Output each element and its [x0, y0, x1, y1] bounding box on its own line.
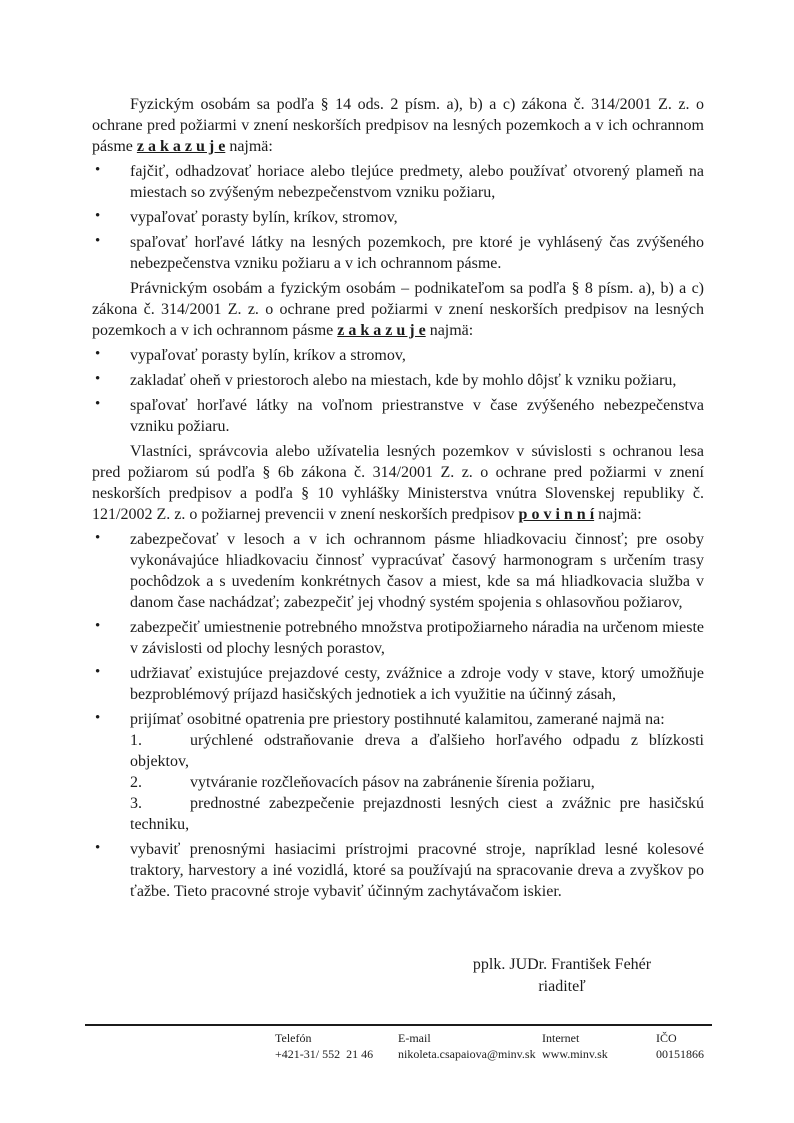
footer-value: nikoleta.csapaiova@minv.sk [398, 1047, 536, 1061]
footer-label: Internet [542, 1031, 580, 1045]
list-item-text: zabezpečiť umiestnenie potrebného množstva protipožiarneho náradia na určenom mieste v závislosti od plochy lesných porastov, [130, 619, 704, 657]
list-item [92, 161, 704, 203]
sublist-number: 3. [130, 795, 142, 812]
paragraph-vlastnici [92, 441, 704, 525]
list-item-with-sublist [92, 709, 704, 835]
list-item-text: vypaľovať porasty bylín, kríkov a stromov, [130, 347, 406, 364]
paragraph-text: najmä: [594, 506, 642, 523]
list-item [92, 207, 704, 228]
list-item-text [130, 709, 704, 835]
emphasized-zakazuje: z a k a z u j e [136, 138, 226, 155]
list-item [92, 663, 704, 705]
sublist-item [130, 793, 704, 835]
list-item-text: udržiavať existujúce prejazdové cesty, zvážnice a zdroje vody v stave, ktorý umožňuje bezproblémový príjazd hasičských jednotiek a ich využitie na účinný zásah, [130, 665, 704, 703]
bullet-icon: • [95, 530, 101, 546]
bullet-icon: • [95, 371, 101, 387]
signatory-title: riaditeľ [538, 978, 586, 995]
sublist-item-text: vytváranie rozčleňovacích pásov na zabránenie šírenia požiaru, [190, 774, 595, 791]
bullet-icon: • [95, 618, 101, 634]
sublist-number: 1. [130, 732, 142, 749]
list-item-text: fajčiť, odhadzovať horiace alebo tlejúce predmety, alebo používať otvorený plameň na miestach so zvýšeným nebezpečenstvom vzniku požiaru, [130, 163, 704, 201]
list-item-text: vypaľovať porasty bylín, kríkov, stromov, [130, 209, 398, 226]
footer-ico [656, 1030, 704, 1062]
footer-value: +421-31/ 552 21 46 [275, 1047, 374, 1061]
list-item [92, 617, 704, 659]
footer-telefon [275, 1030, 373, 1062]
paragraph-text: Fyzickým osobám sa podľa § 14 ods. 2 písm. a), b) a c) zákona č. 314/2001 Z. z. o ochrane pred požiarmi v znení neskorších predpisov na lesných pozemkoch a v ich ochrannom pásme [92, 96, 704, 155]
list-item [92, 529, 704, 613]
paragraph-pravnicke-osoby [92, 278, 704, 341]
list-item [92, 232, 704, 274]
sublist-item-text: urýchlené odstraňovanie dreva a ďalšieho horľavého odpadu z blízkosti objektov, [130, 732, 704, 770]
list-item [92, 370, 704, 391]
footer-internet [542, 1030, 608, 1062]
signatory-name: pplk. JUDr. František Fehér [472, 956, 652, 973]
paragraph-text: Vlastníci, správcovia alebo užívatelia lesných pozemkov v súvislosti s ochranou lesa pred požiarom sú podľa § 6b zákona č. 314/2001 Z. z. o ochrane pred požiarmi v znení neskorších predpisov a podľa § 10 vyhlášky Ministerstva vnútra Slovenskej republiky č. 121/2002 Z. z. o požiarnej prevencii v znení neskorších predpisov [92, 443, 704, 523]
bullet-icon: • [95, 664, 101, 680]
sublist-item [130, 730, 704, 772]
paragraph-text: najmä: [225, 138, 273, 155]
list-item-text: zakladať oheň v priestoroch alebo na miestach, kde by mohlo dôjsť k vzniku požiaru, [130, 372, 677, 389]
emphasized-povinni: p o v i n n í [518, 506, 595, 523]
paragraph-text: najmä: [425, 322, 474, 339]
list-item-text: zabezpečovať v lesoch a v ich ochrannom pásme hliadkovaciu činnosť; pre osoby vykonávajúce hliadkovaciu činnosť vypracúvať časový harmonogram s určením trasy pochôdzok a s uvedením konkrétnych časov a miest, kde sa má hliadkovacia služba v danom čase nachádzať; zabezpečiť jej vhodný systém spojenia s ohlasovňou požiarov, [130, 531, 704, 611]
paragraph-fyzicke-osoby [92, 94, 704, 157]
signature-block [412, 954, 712, 998]
footer-label: E-mail [398, 1031, 431, 1045]
list-item-text: vybaviť prenosnými hasiacimi prístrojmi pracovné stroje, napríklad lesné kolesové traktory, harvestory a iné vozidlá, ktoré sa používajú na spracovanie dreva a zvyškov po ťažbe. Tieto pracovné stroje vybaviť účinným zachytávačom iskier. [130, 841, 704, 900]
list-item [92, 395, 704, 437]
footer-divider [85, 1024, 712, 1026]
emphasized-zakazuje: z a k a z u j e [337, 322, 426, 339]
paragraph-text: Právnickým osobám a fyzickým osobám – podnikateľom sa podľa § 8 písm. a), b) a c) zákona č. 314/2001 Z. z. o ochrane pred požiarmi v znení neskorších predpisov na lesných pozemkoch a v ich ochrannom pásme [92, 280, 704, 339]
document-body [92, 94, 704, 906]
footer-value: www.minv.sk [542, 1047, 608, 1061]
bullet-icon: • [95, 233, 101, 249]
sublist-item-text: prednostné zabezpečenie prejazdnosti lesných ciest a zvážnic pre hasičskú techniku, [130, 795, 704, 833]
footer-label: Telefón [275, 1031, 312, 1045]
bullet-icon: • [95, 840, 101, 856]
sublist-number: 2. [130, 774, 142, 791]
list-item [92, 839, 704, 902]
bullet-icon: • [95, 208, 101, 224]
bullet-icon: • [95, 346, 101, 362]
list-item-text: spaľovať horľavé látky na lesných pozemkoch, pre ktoré je vyhlásený čas zvýšeného nebezpečenstva vzniku požiaru a v ich ochrannom pásme. [130, 234, 704, 272]
list-item-text: spaľovať horľavé látky na voľnom priestranstve v čase zvýšeného nebezpečenstva vzniku požiaru. [130, 397, 704, 435]
footer-value: 00151866 [656, 1047, 704, 1061]
bullet-icon: • [95, 710, 101, 726]
bullet-icon: • [95, 162, 101, 178]
footer-email [398, 1030, 536, 1062]
sublist-item [130, 772, 704, 793]
list-item [92, 345, 704, 366]
sublist-lead: prijímať osobitné opatrenia pre priestory postihnuté kalamitou, zamerané najmä na: [130, 711, 665, 728]
bullet-icon: • [95, 396, 101, 412]
footer-label: IČO [656, 1031, 677, 1045]
